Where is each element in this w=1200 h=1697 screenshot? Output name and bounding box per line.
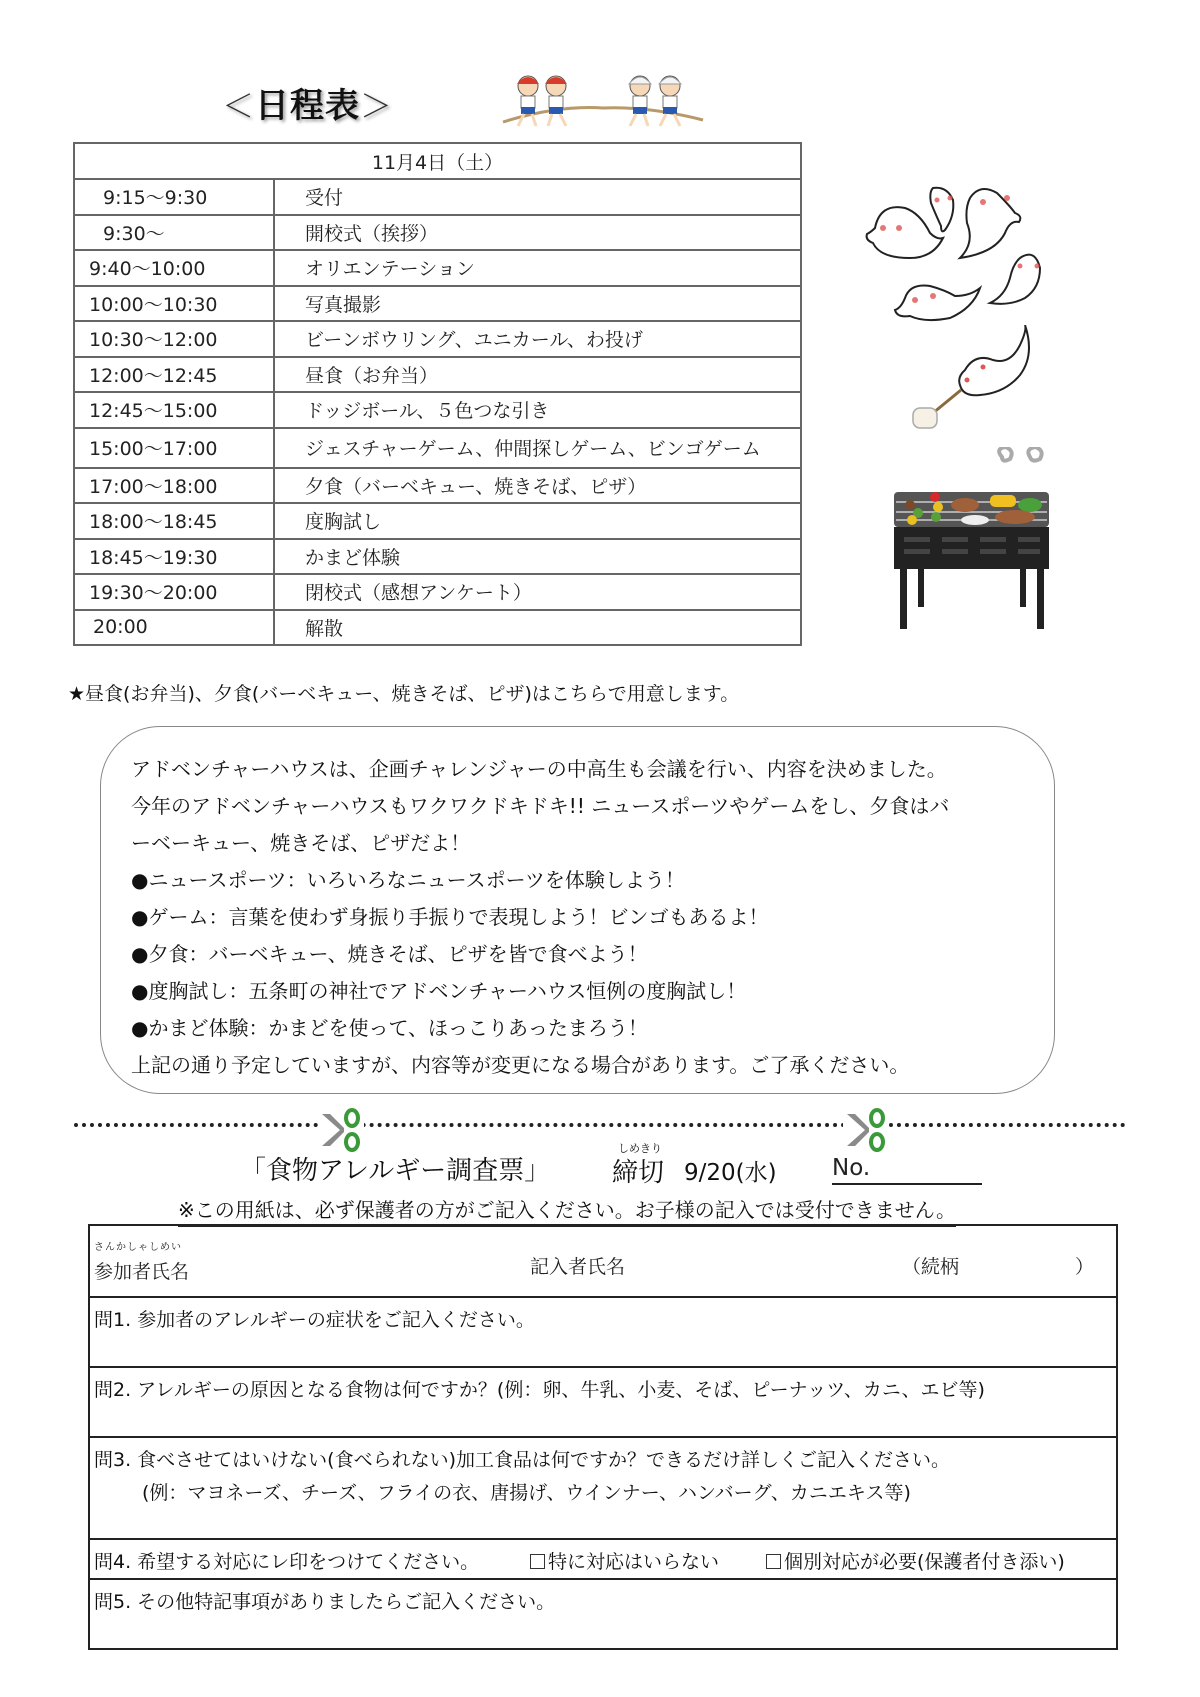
schedule-activity: オリエンテーション bbox=[274, 250, 801, 286]
deadline-ruby: しめきり bbox=[618, 1142, 662, 1155]
schedule-activity: 開校式（挨拶） bbox=[274, 215, 801, 251]
kid-white-2 bbox=[659, 76, 681, 126]
question-3: 問3. 食べさせてはいけない(食べられない)加工食品は何ですか？できるだけ詳しくご記入ください。 bbox=[94, 1449, 950, 1471]
meal-note: ★昼食(お弁当)、夕食(バーベキュー、焼きそば、ピザ)はこちらで用意します。 bbox=[68, 683, 740, 705]
info-bullet: ●ゲーム：言葉を使わず身振り手振りで表現しよう！ビンゴもあるよ！ bbox=[131, 905, 769, 929]
schedule-row bbox=[74, 215, 801, 251]
relationship-label: （続柄 bbox=[902, 1256, 960, 1278]
ghost-3 bbox=[960, 189, 1020, 258]
schedule-activity: 度胸試し bbox=[274, 503, 801, 539]
number-label: No. bbox=[832, 1155, 871, 1181]
option-no-support[interactable] bbox=[530, 1547, 719, 1574]
schedule-table bbox=[73, 142, 802, 646]
schedule-activity: ジェスチャーゲーム、仲間探しゲーム、ビンゴゲーム bbox=[274, 428, 801, 468]
bbq-grill-illustration bbox=[880, 447, 1065, 637]
schedule-activity: 受付 bbox=[274, 179, 801, 215]
relationship-close: ） bbox=[1075, 1256, 1095, 1278]
schedule-row bbox=[74, 392, 801, 428]
schedule-activity: 夕食（バーベキュー、焼きそば、ピザ） bbox=[274, 468, 801, 504]
ghost-4 bbox=[895, 286, 980, 321]
schedule-time: 19:30～20:00 bbox=[74, 574, 274, 610]
schedule-date-row bbox=[74, 143, 801, 179]
info-bullet: ●ニュースポーツ：いろいろなニュースポーツを体験しよう！ bbox=[131, 868, 685, 892]
schedule-row bbox=[74, 357, 801, 393]
schedule-time: 12:45～15:00 bbox=[74, 392, 274, 428]
schedule-row bbox=[74, 250, 801, 286]
schedule-activity: ビーンボウリング、ユニカール、わ投げ bbox=[274, 321, 801, 357]
cut-line bbox=[74, 1123, 1126, 1127]
schedule-row bbox=[74, 574, 801, 610]
schedule-row bbox=[74, 321, 801, 357]
schedule-time: 9:15～9:30 bbox=[74, 179, 274, 215]
schedule-time: 20:00 bbox=[74, 610, 274, 646]
deadline-date: 9/20(水) bbox=[684, 1160, 777, 1186]
schedule-activity: かまど体験 bbox=[274, 539, 801, 575]
schedule-row bbox=[74, 503, 801, 539]
question-4: 問4. 希望する対応にレ印をつけてください。 bbox=[94, 1551, 480, 1573]
schedule-time: 12:00～12:45 bbox=[74, 357, 274, 393]
schedule-row bbox=[74, 286, 801, 322]
marshmallow bbox=[913, 408, 937, 428]
schedule-date: 11月4日（土） bbox=[74, 143, 801, 179]
question-1: 問1. 参加者のアレルギーの症状をご記入ください。 bbox=[94, 1309, 535, 1331]
checkbox-icon[interactable] bbox=[766, 1554, 781, 1569]
ghosts-illustration bbox=[855, 178, 1055, 348]
form-title: 「食物アレルギー調査票」 bbox=[240, 1156, 551, 1186]
schedule-activity: 昼食（お弁当） bbox=[274, 357, 801, 393]
guardian-notice: ※この用紙は、必ず保護者の方がご記入ください。お子様の記入では受付できません。 bbox=[178, 1194, 956, 1227]
title-close-bracket: ＞ bbox=[360, 87, 394, 125]
schedule-time: 18:45～19:30 bbox=[74, 539, 274, 575]
title-open-bracket: ＜ bbox=[222, 87, 256, 125]
participant-name-label: 参加者氏名 bbox=[94, 1261, 190, 1283]
ghost-5 bbox=[990, 255, 1040, 304]
info-line: ーベーキュー、焼きそば、ピザだよ！ bbox=[131, 831, 471, 855]
participant-name-ruby: さんかしゃしめい bbox=[94, 1242, 182, 1253]
schedule-activity: 解散 bbox=[274, 610, 801, 646]
schedule-row bbox=[74, 539, 801, 575]
tug-of-war-illustration bbox=[498, 70, 708, 132]
grill-body bbox=[894, 527, 1049, 569]
kid-red-1 bbox=[517, 76, 539, 126]
ghost-1 bbox=[867, 207, 943, 258]
question-5-field[interactable] bbox=[90, 1580, 1116, 1648]
question-2: 問2. アレルギーの原因となる食物は何ですか？(例：卵、牛乳、小麦、そば、ピーナッツ、カニ、エビ等) bbox=[94, 1379, 985, 1401]
option-individual-support-label: 個別対応が必要(保護者付き添い) bbox=[784, 1551, 1065, 1573]
option-no-support-label: 特に対応はいらない bbox=[548, 1551, 720, 1573]
scissors-icon bbox=[318, 1108, 364, 1152]
schedule-row bbox=[74, 179, 801, 215]
question-2-field[interactable] bbox=[90, 1368, 1116, 1438]
kid-red-2 bbox=[545, 76, 567, 126]
schedule-time: 18:00～18:45 bbox=[74, 503, 274, 539]
schedule-time: 10:00～10:30 bbox=[74, 286, 274, 322]
schedule-activity: 閉校式（感想アンケート） bbox=[274, 574, 801, 610]
question-3-example: (例：マヨネーズ、チーズ、フライの衣、唐揚げ、ウインナー、ハンバーグ、カニエキス等) bbox=[142, 1482, 911, 1504]
info-bullet: ●かまど体験：かまどを使って、ほっこりあったまろう！ bbox=[131, 1016, 648, 1040]
info-line: 上記の通り予定していますが、内容等が変更になる場合があります。ご了承ください。 bbox=[131, 1053, 910, 1077]
schedule-row bbox=[74, 610, 801, 646]
schedule-time: 9:40～10:00 bbox=[74, 250, 274, 286]
info-line: アドベンチャーハウスは、企画チャレンジャーの中高生も会議を行い、内容を決めました。 bbox=[131, 757, 947, 781]
info-bullet: ●度胸試し：五条町の神社でアドベンチャーハウス恒例の度胸試し！ bbox=[131, 979, 747, 1003]
schedule-activity: 写真撮影 bbox=[274, 286, 801, 322]
schedule-time: 9:30～ bbox=[74, 215, 274, 251]
info-box bbox=[100, 726, 1055, 1094]
writer-name-label: 記入者氏名 bbox=[530, 1256, 626, 1278]
ghost-2 bbox=[930, 188, 953, 232]
schedule-row bbox=[74, 428, 801, 468]
title-text: 日程表 bbox=[255, 86, 361, 126]
kid-white-1 bbox=[629, 76, 651, 126]
checkbox-icon[interactable] bbox=[530, 1554, 545, 1569]
schedule-time: 15:00～17:00 bbox=[74, 428, 274, 468]
number-field[interactable] bbox=[832, 1155, 982, 1185]
question-5: 問5. その他特記事項がありましたらご記入ください。 bbox=[94, 1591, 556, 1613]
question-4-row bbox=[90, 1540, 1116, 1580]
schedule-row bbox=[74, 468, 801, 504]
info-line: 今年のアドベンチャーハウスもワクワクドキドキ!! ニュースポーツやゲームをし、夕食はバ bbox=[131, 794, 950, 818]
scissors-icon bbox=[843, 1108, 889, 1152]
info-bullet: ●夕食：バーベキュー、焼きそば、ピザを皆で食べよう！ bbox=[131, 942, 648, 966]
schedule-activity: ドッジボール、５色つな引き bbox=[274, 392, 801, 428]
ghost-marshmallow-illustration bbox=[905, 325, 1035, 435]
question-1-field[interactable] bbox=[90, 1298, 1116, 1368]
option-individual-support[interactable] bbox=[766, 1547, 1065, 1574]
names-row[interactable] bbox=[90, 1226, 1116, 1298]
schedule-title bbox=[222, 78, 393, 127]
schedule-time: 10:30～12:00 bbox=[74, 321, 274, 357]
deadline-label: 締切 bbox=[612, 1158, 665, 1188]
question-3-field[interactable] bbox=[90, 1438, 1116, 1540]
allergy-form bbox=[88, 1224, 1118, 1650]
schedule-time: 17:00～18:00 bbox=[74, 468, 274, 504]
